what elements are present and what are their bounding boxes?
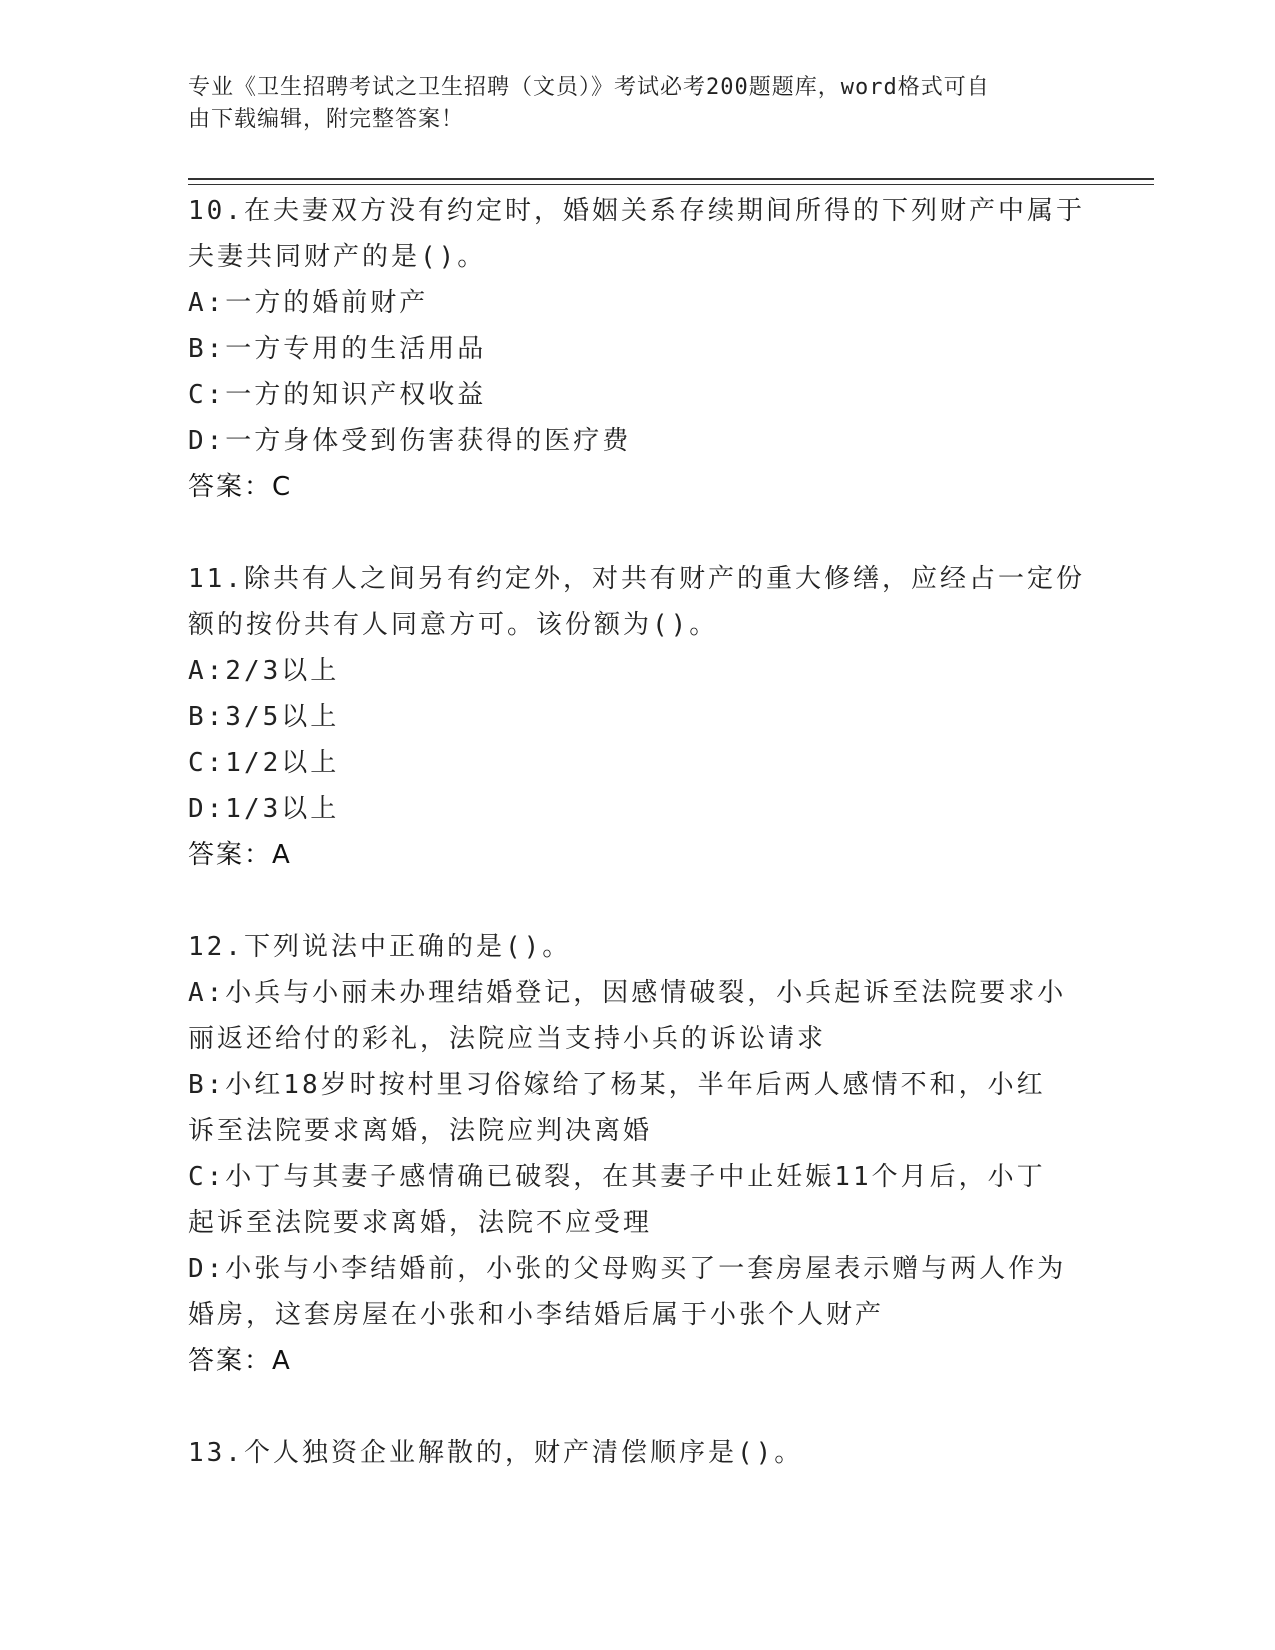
question-text-line: 12.下列说法中正确的是()。 <box>188 932 572 962</box>
spacer <box>188 510 1088 556</box>
answer-line: 答案：C <box>188 472 293 502</box>
option-a: A:小兵与小丽未办理结婚登记，因感情破裂，小兵起诉至法院要求小 <box>188 978 1067 1008</box>
option-b: B:3/5以上 <box>188 702 340 732</box>
question-text-line: 11.除共有人之间另有约定外，对共有财产的重大修缮，应经占一定份 <box>188 564 1085 594</box>
option-b-cont: 诉至法院要求离婚，法院应判决离婚 <box>188 1116 653 1146</box>
option-a: A:2/3以上 <box>188 656 340 686</box>
question-text-line: 10.在夫妻双方没有约定时，婚姻关系存续期间所得的下列财产中属于 <box>188 196 1085 226</box>
option-a: A:一方的婚前财产 <box>188 288 429 318</box>
option-d: D:小张与小李结婚前，小张的父母购买了一套房屋表示赠与两人作为 <box>188 1254 1067 1284</box>
question-10 <box>188 188 1088 510</box>
option-c: C:一方的知识产权收益 <box>188 380 487 410</box>
option-a-cont: 丽返还给付的彩礼，法院应当支持小兵的诉讼请求 <box>188 1024 827 1054</box>
option-d: D:1/3以上 <box>188 794 340 824</box>
header-line-2: 由下载编辑，附完整答案！ <box>188 107 465 132</box>
header-line-1: 专业《卫生招聘考试之卫生招聘（文员）》考试必考200题题库，word格式可自 <box>188 75 990 100</box>
answer-line: 答案：A <box>188 840 292 870</box>
question-text-line: 夫妻共同财产的是()。 <box>188 242 487 272</box>
option-c-cont: 起诉至法院要求离婚，法院不应受理 <box>188 1208 653 1238</box>
question-11 <box>188 556 1088 878</box>
option-d: D:一方身体受到伤害获得的医疗费 <box>188 426 632 456</box>
document-header <box>188 72 1068 136</box>
question-12 <box>188 924 1088 1384</box>
answer-line: 答案：A <box>188 1346 292 1376</box>
option-b: B:一方专用的生活用品 <box>188 334 487 364</box>
question-13 <box>188 1430 1088 1476</box>
option-b: B:小红18岁时按村里习俗嫁给了杨某，半年后两人感情不和，小红 <box>188 1070 1046 1100</box>
header-divider-thin <box>188 184 1154 185</box>
option-c: C:1/2以上 <box>188 748 340 778</box>
option-d-cont: 婚房，这套房屋在小张和小李结婚后属于小张个人财产 <box>188 1300 885 1330</box>
spacer <box>188 1384 1088 1430</box>
spacer <box>188 878 1088 924</box>
option-c: C:小丁与其妻子感情确已破裂，在其妻子中止妊娠11个月后，小丁 <box>188 1162 1046 1192</box>
question-text-line: 额的按份共有人同意方可。该份额为()。 <box>188 610 719 640</box>
question-text-line: 13.个人独资企业解散的，财产清偿顺序是()。 <box>188 1438 804 1468</box>
header-divider <box>188 178 1154 180</box>
question-list <box>188 188 1088 1476</box>
